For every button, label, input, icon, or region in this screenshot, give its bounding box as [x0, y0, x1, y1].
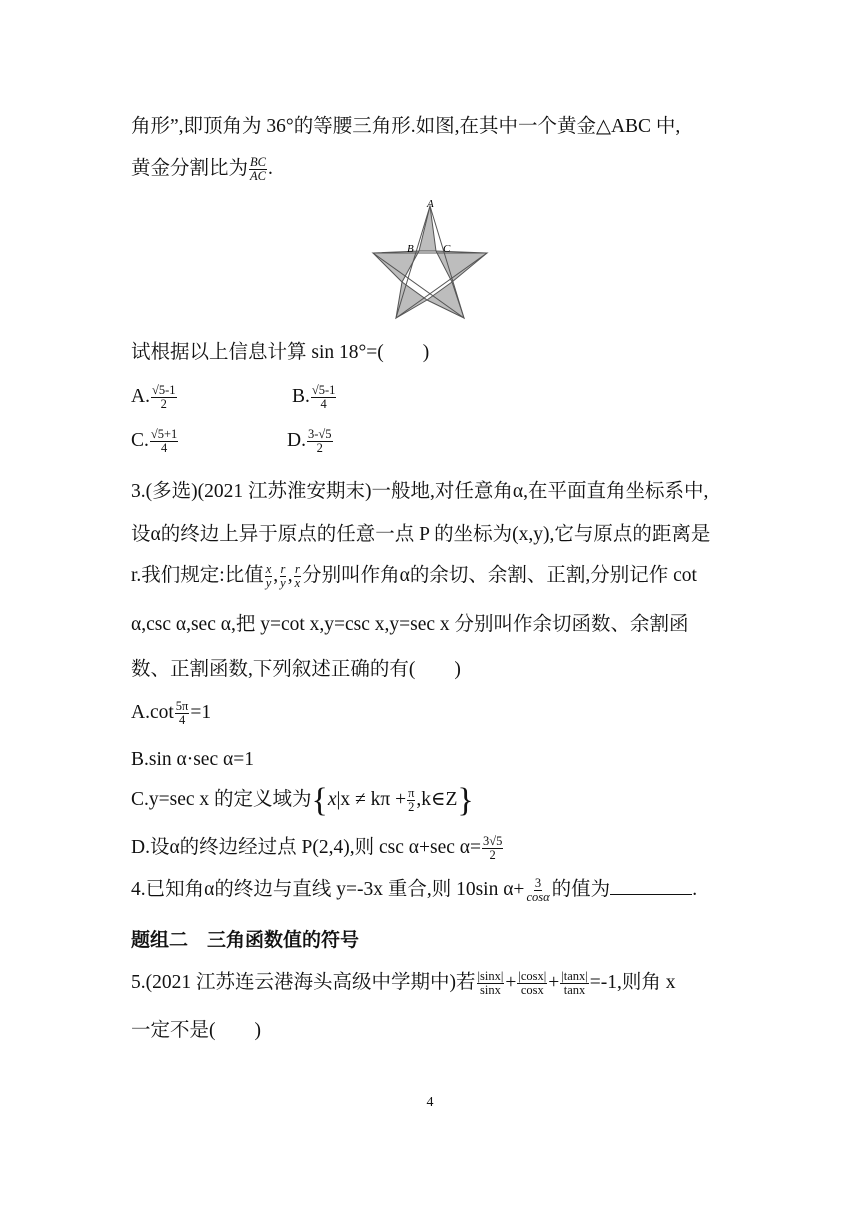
golden-star-figure [370, 198, 490, 324]
answer-blank [610, 880, 692, 895]
q2-option-d: D. $\frac{3-√5}{2}$ [287, 427, 332, 456]
q4-line: 4.已知角α的终边与直线 y=-3x 重合,则 10sin α+ $\frac{3}{\cos\alpha}$ 的值为 . [131, 876, 698, 905]
q2-option-c: C. $\frac{√5+1}{4}$ [131, 427, 178, 456]
q3-line-1: 3.(多选)(2021 江苏淮安期末)一般地,对任意角α,在平面直角坐标系中, [131, 481, 709, 502]
intro-line-2: 黄金分割比为 $\frac{BC}{AC}$ . [131, 155, 273, 184]
q5-line-2: 一定不是( ) [131, 1020, 261, 1041]
q2-option-a: A. $\frac{√5-1}{2}$ [131, 383, 176, 412]
q3-line-4: α,csc α,sec α,把 y=cot x,y=csc x,y=sec x 分别叫作余切函数、余割函 [131, 614, 689, 635]
q3-option-d: D.设α的终边经过点 P(2,4),则 csc α+sec α= $\frac{3√5}{2}$ [131, 834, 503, 863]
q3-option-b: B.sin α·sec α=1 [131, 749, 254, 770]
group-heading: 题组二 三角函数值的符号 [131, 929, 360, 951]
q3-line-5: 数、正割函数,下列叙述正确的有( ) [131, 659, 461, 680]
q3-option-c: C.y=sec x 的定义域为{x|x ≠ kπ + $\frac{\pi}{2}$ ,k∈Z} [131, 782, 474, 820]
q2-stem: 试根据以上信息计算 sin 18°=( ) [131, 342, 430, 363]
q2-option-b: B. $\frac{√5-1}{4}$ [292, 383, 336, 412]
vertex-label-c: C [443, 243, 451, 255]
q3-line-3: r.我们规定:比值 $\frac{x}{y}$ , $\frac{r}{y}$ , $\frac{r}{x}$ 分别叫作角α的余切、余割、正割,分别记作 cot [131, 562, 697, 591]
vertex-label-a: A [427, 198, 434, 210]
q5-line-1: 5.(2021 江苏连云港海头高级中学期中)若 $\frac{|\sin x|}{\sin x}$ + $\frac{|\cos x|}{\cos x}$ + $\frac{|\tan x|}{\tan x}$ =-1,则角 x [131, 969, 676, 998]
q3-option-a: A.cot $\frac{5\pi}{4}$ =1 [131, 699, 212, 728]
vertex-label-b: B [407, 243, 414, 255]
q3-line-2: 设α的终边上异于原点的任意一点 P 的坐标为(x,y),它与原点的距离是 [131, 524, 711, 545]
golden-ratio-fraction: $\frac{BC}{AC}$ [250, 155, 266, 184]
intro-line-1: 角形”,即顶角为 36°的等腰三角形.如图,在其中一个黄金△ABC 中, [131, 116, 681, 137]
page-number: 4 [426, 1095, 434, 1110]
